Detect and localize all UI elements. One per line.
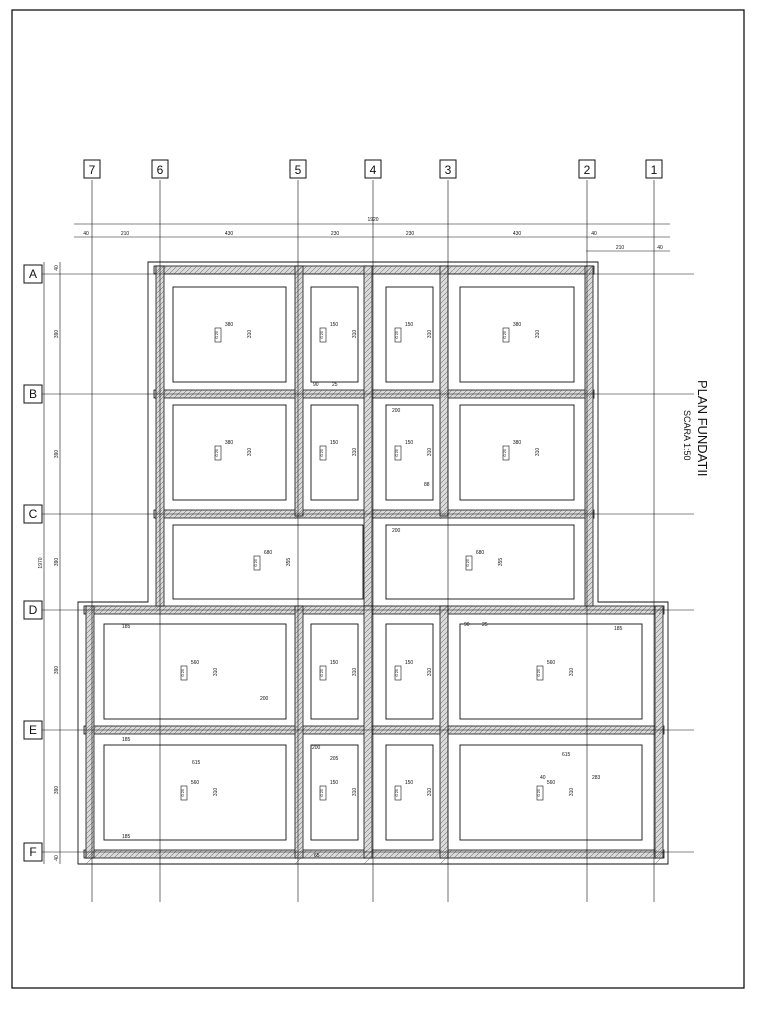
note-200-b: 200: [312, 745, 321, 751]
room-r6: [320, 440, 358, 460]
room-width: 680: [263, 550, 273, 556]
note-65: 65: [314, 853, 320, 859]
room-tag: G 20: [320, 669, 324, 677]
room-r1: [215, 322, 253, 342]
room-r13: [395, 660, 433, 680]
room-r8: [503, 440, 541, 460]
note-185-d: 185: [614, 626, 623, 632]
room-height: 310: [535, 329, 541, 339]
note-283: 283: [592, 775, 601, 781]
note-185-c: 185: [122, 834, 131, 840]
room-width: 150: [404, 660, 414, 666]
room-r3: [395, 322, 433, 342]
room-r12: [320, 660, 358, 680]
dim-top-4: 230: [405, 231, 415, 237]
room-width: 150: [329, 780, 339, 786]
room-height: 310: [352, 447, 358, 457]
note-200-c: 200: [392, 408, 401, 414]
room-width: 150: [404, 322, 414, 328]
room-height: 310: [569, 787, 575, 797]
grid-label-col-5: 5: [294, 163, 302, 177]
grid-label-col-2: 2: [583, 163, 591, 177]
plan-scale: SCARA 1:50: [682, 410, 692, 461]
room-tag: G 20: [537, 669, 541, 677]
room-tag: G 20: [181, 669, 185, 677]
room-height: 310: [427, 787, 433, 797]
grid-label-row-C: C: [28, 507, 38, 521]
note-40: 40: [540, 775, 546, 781]
note-90-b: 90: [464, 622, 470, 628]
dim-left-6: 40: [54, 855, 60, 861]
room-width: 680: [475, 550, 485, 556]
room-width: 150: [404, 440, 414, 446]
dim-left-1: 390: [54, 329, 60, 339]
room-height: 310: [213, 787, 219, 797]
dim-top-right-1: 40: [657, 245, 663, 251]
dim-left-2: 390: [54, 449, 60, 459]
room-height: 310: [352, 667, 358, 677]
room-width: 150: [404, 780, 414, 786]
note-25-a: 25: [332, 382, 338, 388]
note-615-left: 615: [192, 760, 201, 766]
dim-overall-top: 1920: [367, 217, 379, 223]
room-width: 380: [512, 440, 522, 446]
dim-top-3: 230: [330, 231, 340, 237]
grid-label-row-D: D: [28, 603, 38, 617]
room-tag: G 20: [503, 449, 507, 457]
room-tag: G 20: [215, 331, 219, 339]
room-height: 310: [427, 447, 433, 457]
note-25-b: 25: [482, 622, 488, 628]
room-tag: G 20: [395, 669, 399, 677]
room-width: 560: [546, 780, 556, 786]
room-r9: [254, 550, 292, 570]
room-r15: [181, 780, 219, 800]
room-tag: G 20: [320, 789, 324, 797]
room-height: 310: [535, 447, 541, 457]
room-tag: G 20: [537, 789, 541, 797]
grid-label-row-F: F: [29, 845, 37, 859]
dimension-texts: [38, 217, 663, 861]
dimension-lines: [44, 224, 670, 864]
room-height: 355: [498, 557, 504, 567]
grid-label-row-B: B: [28, 387, 38, 401]
room-r7: [395, 440, 433, 460]
room-width: 380: [224, 322, 234, 328]
room-tag: G 20: [181, 789, 185, 797]
room-tag: G 20: [320, 449, 324, 457]
plan-title: PLAN FUNDATII: [695, 380, 710, 477]
room-tag: G 20: [503, 331, 507, 339]
room-r10: [466, 550, 504, 570]
room-height: 355: [286, 557, 292, 567]
note-200-d: 200: [392, 528, 401, 534]
dim-top-right-0: 210: [615, 245, 625, 251]
room-r18: [537, 780, 575, 800]
room-r2: [320, 322, 358, 342]
room-height: 310: [213, 667, 219, 677]
grid-label-col-4: 4: [369, 163, 377, 177]
room-height: 310: [427, 667, 433, 677]
room-tag: G 20: [215, 449, 219, 457]
dim-left-5: 390: [54, 785, 60, 795]
room-tag: G 20: [395, 331, 399, 339]
room-height: 310: [352, 329, 358, 339]
note-205: 205: [330, 756, 339, 762]
dim-top-6: 40: [591, 231, 597, 237]
grid-label-row-A: A: [28, 267, 38, 281]
room-width: 380: [224, 440, 234, 446]
room-r16: [320, 780, 358, 800]
room-height: 310: [247, 329, 253, 339]
grid-label-col-3: 3: [444, 163, 452, 177]
sheet-frame: [12, 10, 744, 988]
note-185-a: 185: [122, 624, 131, 630]
room-tag: G 20: [320, 331, 324, 339]
grid-label-col-7: 7: [88, 163, 96, 177]
room-tag: G 20: [395, 789, 399, 797]
room-tag: G 20: [254, 559, 258, 567]
dim-top-5: 430: [512, 231, 522, 237]
grid-label-row-E: E: [28, 723, 38, 737]
grid-label-col-1: 1: [650, 163, 658, 177]
room-tag: G 20: [395, 449, 399, 457]
note-88: 88: [424, 482, 430, 488]
room-r14: [537, 660, 575, 680]
room-width: 150: [329, 660, 339, 666]
room-width: 560: [546, 660, 556, 666]
room-width: 560: [190, 660, 200, 666]
room-width: 380: [512, 322, 522, 328]
room-width: 560: [190, 780, 200, 786]
room-width: 150: [329, 440, 339, 446]
room-tag: G 20: [466, 559, 470, 567]
dim-left-3: 390: [54, 557, 60, 567]
dim-left-total: 1970: [38, 557, 44, 569]
room-height: 310: [569, 667, 575, 677]
room-r17: [395, 780, 433, 800]
room-r4: [503, 322, 541, 342]
room-height: 310: [352, 787, 358, 797]
wall-hatching: [84, 266, 664, 864]
note-615-right: 615: [562, 752, 571, 758]
room-r5: [215, 440, 253, 460]
note-90-a: 90: [313, 382, 319, 388]
grid-label-col-6: 6: [156, 163, 164, 177]
foundation-walls: [84, 266, 664, 858]
room-height: 310: [247, 447, 253, 457]
dim-left-4: 390: [54, 665, 60, 675]
note-185-b: 185: [122, 737, 131, 743]
room-width: 150: [329, 322, 339, 328]
dim-top-1: 210: [120, 231, 130, 237]
dim-top-0: 40: [83, 231, 89, 237]
dim-left-0: 40: [54, 265, 60, 271]
note-200-a: 200: [260, 696, 269, 702]
room-height: 310: [427, 329, 433, 339]
room-r11: [181, 660, 219, 680]
dim-top-2: 430: [224, 231, 234, 237]
